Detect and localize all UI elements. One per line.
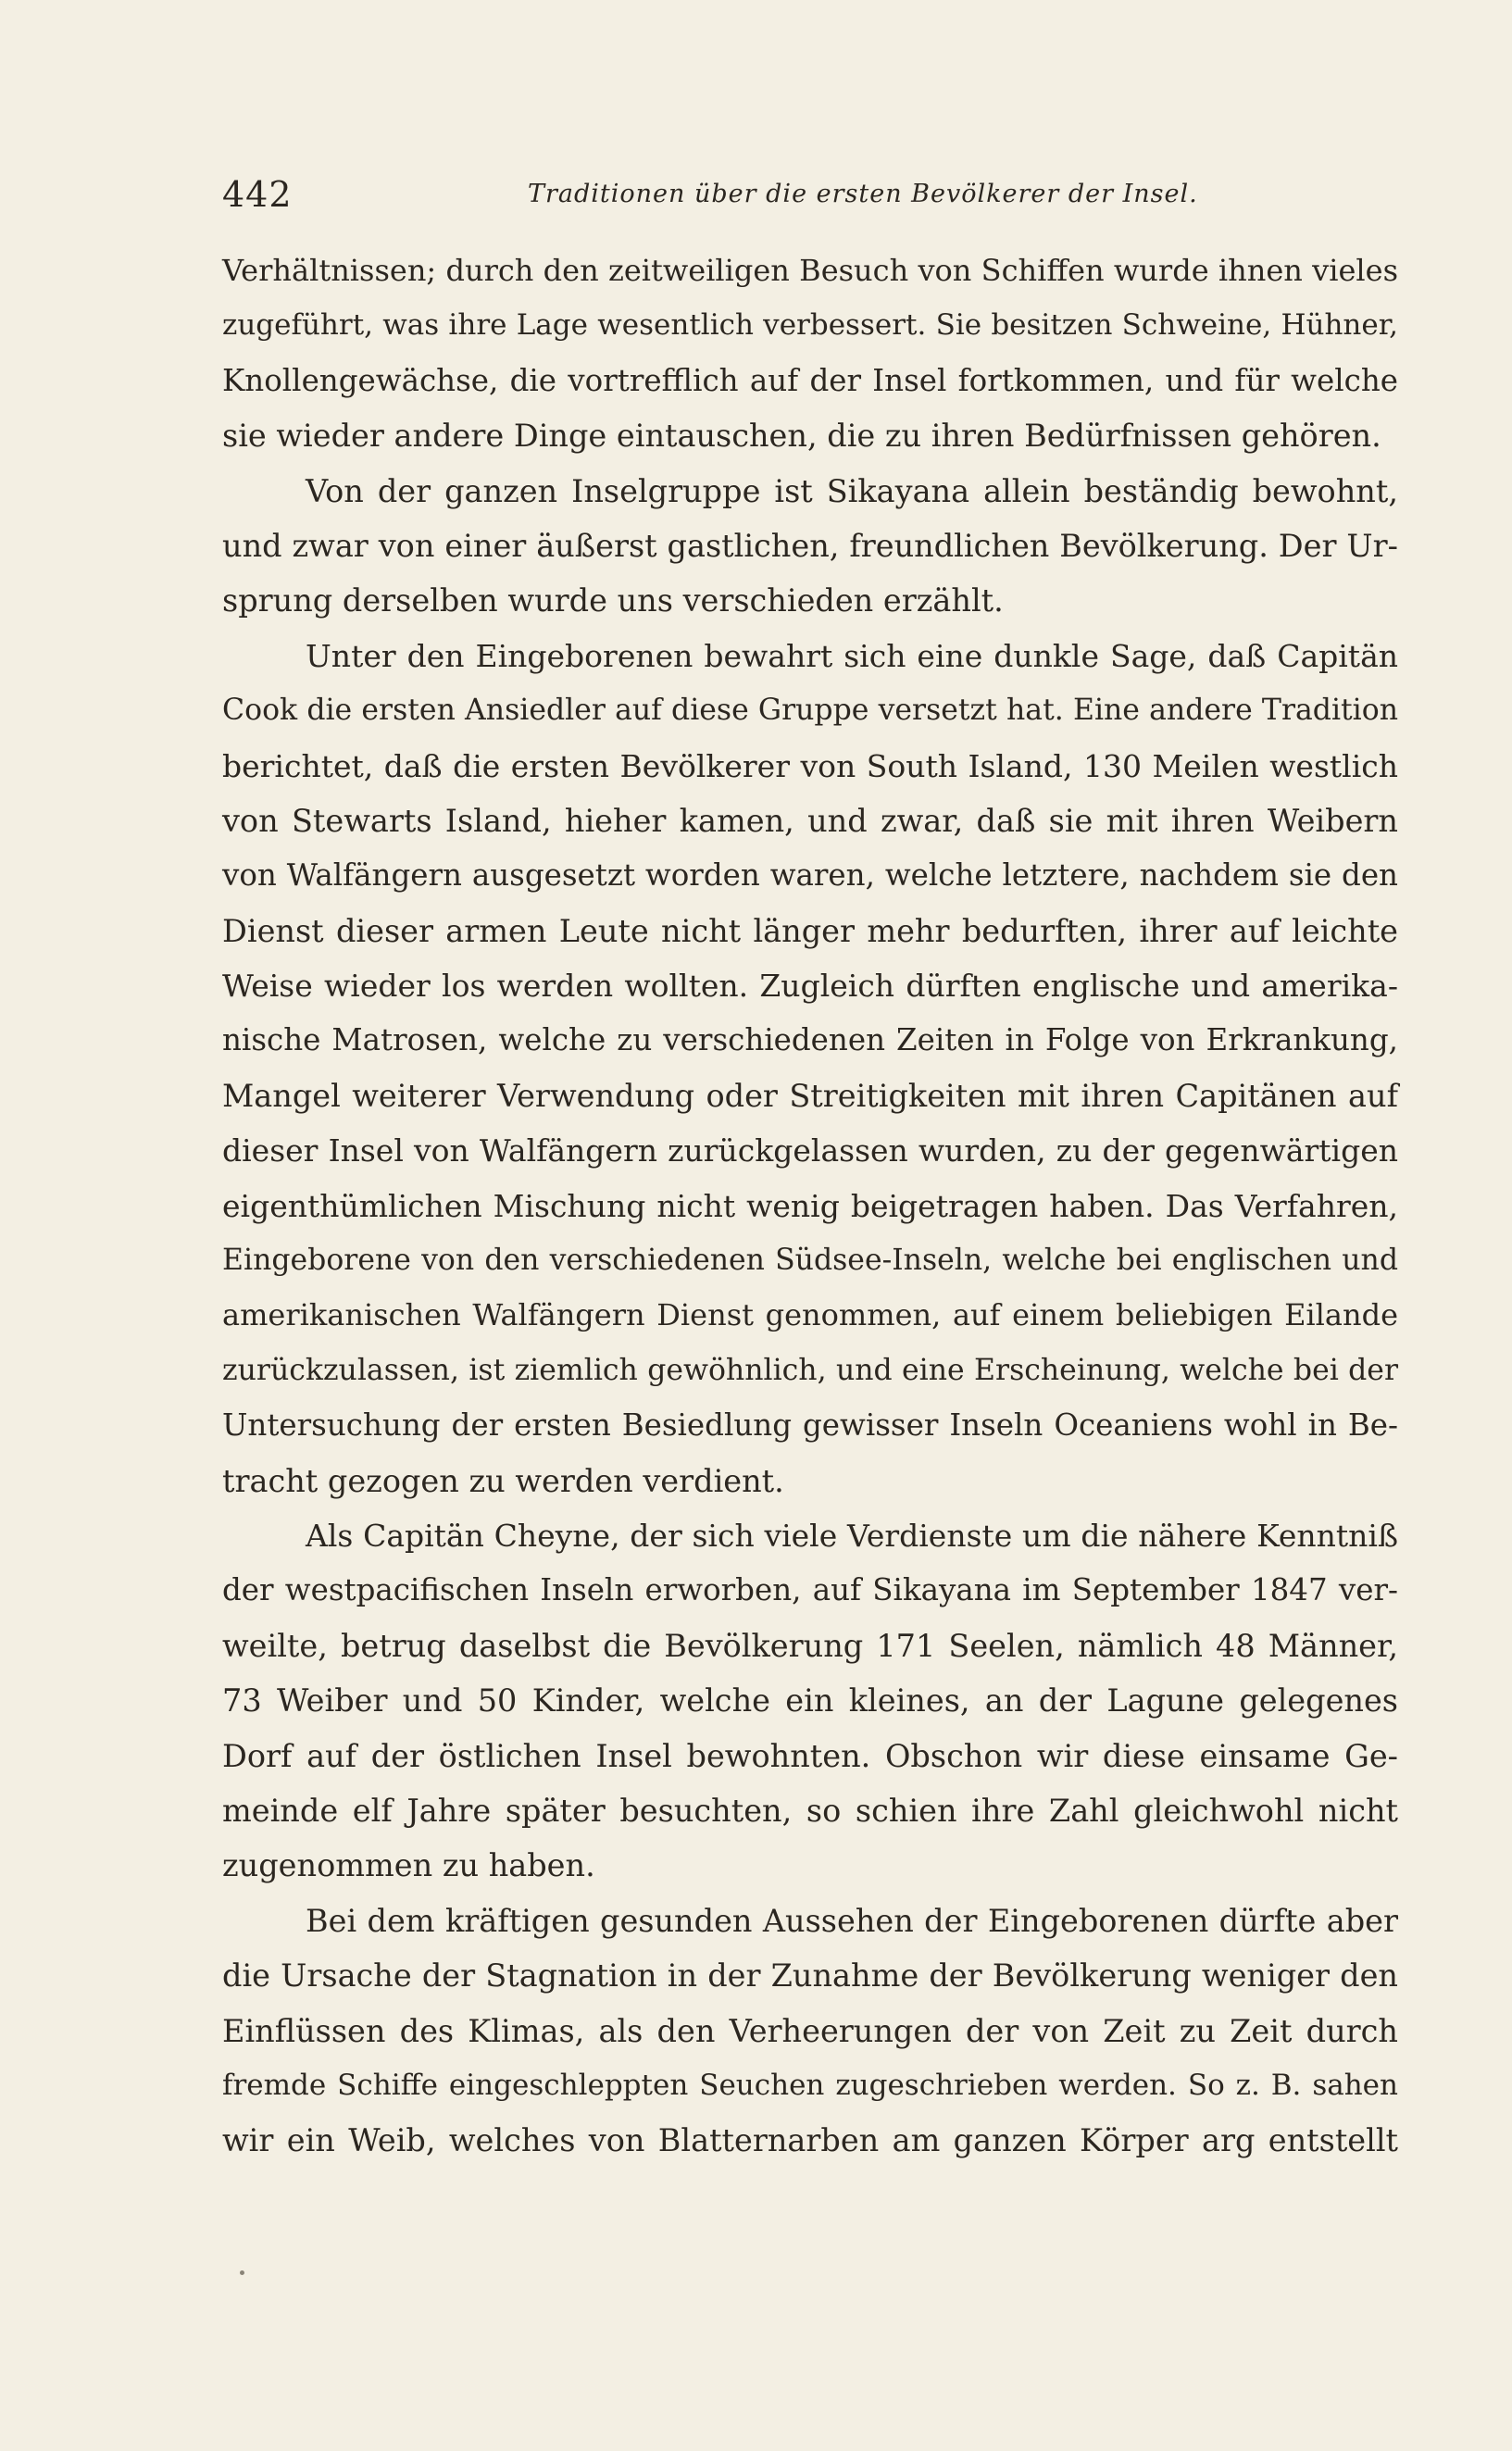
text-line: zurückzulassen, ist ziemlich gewöhnlich, und eine Erscheinung, welche bei der [222, 1353, 1398, 1387]
text-line: Bei dem kräftigen gesunden Aussehen der Eingeborenen dürfte aber [306, 1902, 1398, 1939]
running-head: Traditionen über die ersten Bevölkerer der Insel. [528, 180, 1198, 208]
text-line: Einflüssen des Klimas, als den Verheerungen der von Zeit zu Zeit durch [222, 2012, 1398, 2049]
text-line: Knollengewächse, die vortrefflich auf der Insel fortkommen, und für welche [222, 362, 1398, 398]
text-line: Weise wieder los werden wollten. Zugleich dürften englische und amerika- [222, 968, 1398, 1005]
text-line: weilte, betrug daselbst die Bevölkerung 171 Seelen, nämlich 48 Männer, [222, 1627, 1398, 1664]
text-line: die Ursache der Stagnation in der Zunahme der Bevölkerung weniger den [222, 1957, 1398, 1995]
text-line: zugeführt, was ihre Lage wesentlich verbessert. Sie besitzen Schweine, Hühner, [222, 308, 1398, 343]
page-header [222, 174, 1287, 220]
text-line: amerikanischen Walfängern Dienst genommen, auf einem beliebigen Eilande [222, 1297, 1398, 1333]
text-line: und zwar von einer äußerst gastlichen, freundlichen Bevölkerung. Der Ur- [222, 527, 1398, 564]
margin-dot [240, 2270, 244, 2275]
text-line: eigenthümlichen Mischung nicht wenig beigetragen haben. Das Verfahren, [222, 1187, 1398, 1224]
text-line: Verhältnissen; durch den zeitweiligen Besuch von Schiffen wurde ihnen vieles [222, 253, 1398, 288]
text-line: Untersuchung der ersten Besiedlung gewisser Inseln Oceaniens wohl in Be- [222, 1407, 1398, 1444]
text-line: 73 Weiber und 50 Kinder, welche ein kleines, an der Lagune gelegenes [222, 1682, 1398, 1719]
text-line: von Stewarts Island, hieher kamen, und zwar, daß sie mit ihren Weibern [222, 802, 1398, 839]
text-line: Als Capitän Cheyne, der sich viele Verdienste um die nähere Kenntniß [306, 1517, 1398, 1554]
text-line: Unter den Eingeborenen bewahrt sich eine dunkle Sage, daß Capitän [306, 637, 1398, 674]
text-line: berichtet, daß die ersten Bevölkerer von South Island, 130 Meilen westlich [222, 747, 1398, 784]
text-line: der westpacifischen Inseln erworben, auf Sikayana im September 1847 ver- [222, 1572, 1398, 1608]
text-line: wir ein Weib, welches von Blatternarben am ganzen Körper arg entstellt [222, 2122, 1398, 2159]
text-line: dieser Insel von Walfängern zurückgelassen wurden, zu der gegenwärtigen [222, 1132, 1398, 1169]
text-line: fremde Schiffe eingeschleppten Seuchen zugeschrieben werden. So z. B. sahen [222, 2068, 1398, 2102]
text-line: Eingeborene von den verschiedenen Südsee-Inseln, welche bei englischen und [222, 1244, 1398, 1278]
text-line: Dorf auf der östlichen Insel bewohnten. Obschon wir diese einsame Ge- [222, 1737, 1398, 1774]
text-line: Mangel weiterer Verwendung oder Streitigkeiten mit ihren Capitänen auf [222, 1077, 1398, 1114]
text-line: sie wieder andere Dinge eintauschen, die zu ihren Bedürfnissen gehören. [222, 418, 1381, 455]
text-line: sprung derselben wurde uns verschieden erzählt. [222, 582, 1004, 619]
body-text [222, 244, 1398, 2169]
text-line: von Walfängern ausgesetzt worden waren, welche letztere, nachdem sie den [222, 857, 1398, 894]
text-line: tracht gezogen zu werden verdient. [222, 1462, 784, 1499]
text-line: Von der ganzen Inselgruppe ist Sikayana allein beständig bewohnt, [306, 472, 1398, 509]
page-number: 442 [222, 174, 293, 215]
text-line: zugenommen zu haben. [222, 1847, 595, 1884]
text-line: nische Matrosen, welche zu verschiedenen Zeiten in Folge von Erkrankung, [222, 1022, 1398, 1058]
text-line: Dienst dieser armen Leute nicht länger mehr bedurften, ihrer auf leichte [222, 912, 1398, 949]
text-line: Cook die ersten Ansiedler auf diese Gruppe versetzt hat. Eine andere Tradition [222, 694, 1398, 728]
text-line: meinde elf Jahre später besuchten, so schien ihre Zahl gleichwohl nicht [222, 1792, 1398, 1829]
